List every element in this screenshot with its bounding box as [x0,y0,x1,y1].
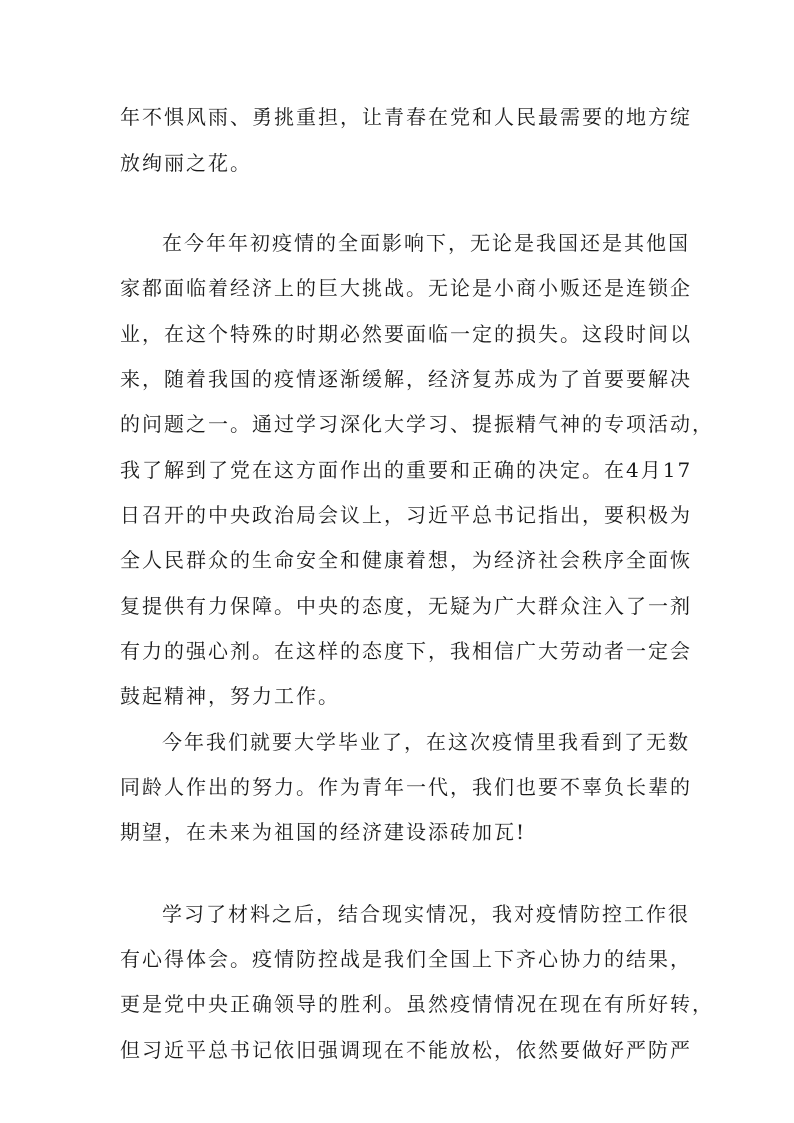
text-line: 放绚丽之花。 [120,151,252,175]
text-line: 来，随着我国的疫情逐渐缓解，经济复苏成为了首要要解决 [120,367,692,391]
text-line: 有心得体会。疫情防控战是我们全国上下齐心协力的结果， [120,947,692,971]
paragraph-first-line: 今年我们就要大学毕业了，在这次疫情里我看到了无数 [162,730,690,754]
paragraph-first-line: 在今年年初疫情的全面影响下，无论是我国还是其他国 [162,231,690,255]
text-line: 期望，在未来为祖国的经济建设添砖加瓦! [120,820,527,844]
paragraph-first-line: 学习了材料之后，结合现实情况，我对疫情防控工作很 [162,902,690,926]
text-line: 家都面临着经济上的巨大挑战。无论是小商小贩还是连锁企 [120,276,692,300]
text-line: 日召开的中央政治局会议上，习近平总书记指出，要积极为 [120,503,692,527]
text-line: 全人民群众的生命安全和健康着想，为经济社会秩序全面恢 [120,548,692,572]
text-line: 同龄人作出的努力。作为青年一代，我们也要不辜负长辈的 [120,775,692,799]
text-line: 更是党中央正确领导的胜利。虽然疫情情况在现在有所好转， [120,992,714,1016]
text-line: 但习近平总书记依旧强调现在不能放松，依然要做好严防严 [120,1038,692,1062]
text-line: 我了解到了党在这方面作出的重要和正确的决定。在4月17 [120,458,693,482]
text-line: 业，在这个特殊的时期必然要面临一定的损失。这段时间以 [120,322,692,346]
text-line: 有力的强心剂。在这样的态度下，我相信广大劳动者一定会 [120,639,692,663]
text-line: 的问题之一。通过学习深化大学习、提振精气神的专项活动， [120,412,714,436]
text-line: 复提供有力保障。中央的态度，无疑为广大群众注入了一剂 [120,594,692,618]
text-line: 年不惧风雨、勇挑重担，让青春在党和人民最需要的地方绽 [120,105,692,129]
text-line: 鼓起精神，努力工作。 [120,684,340,708]
